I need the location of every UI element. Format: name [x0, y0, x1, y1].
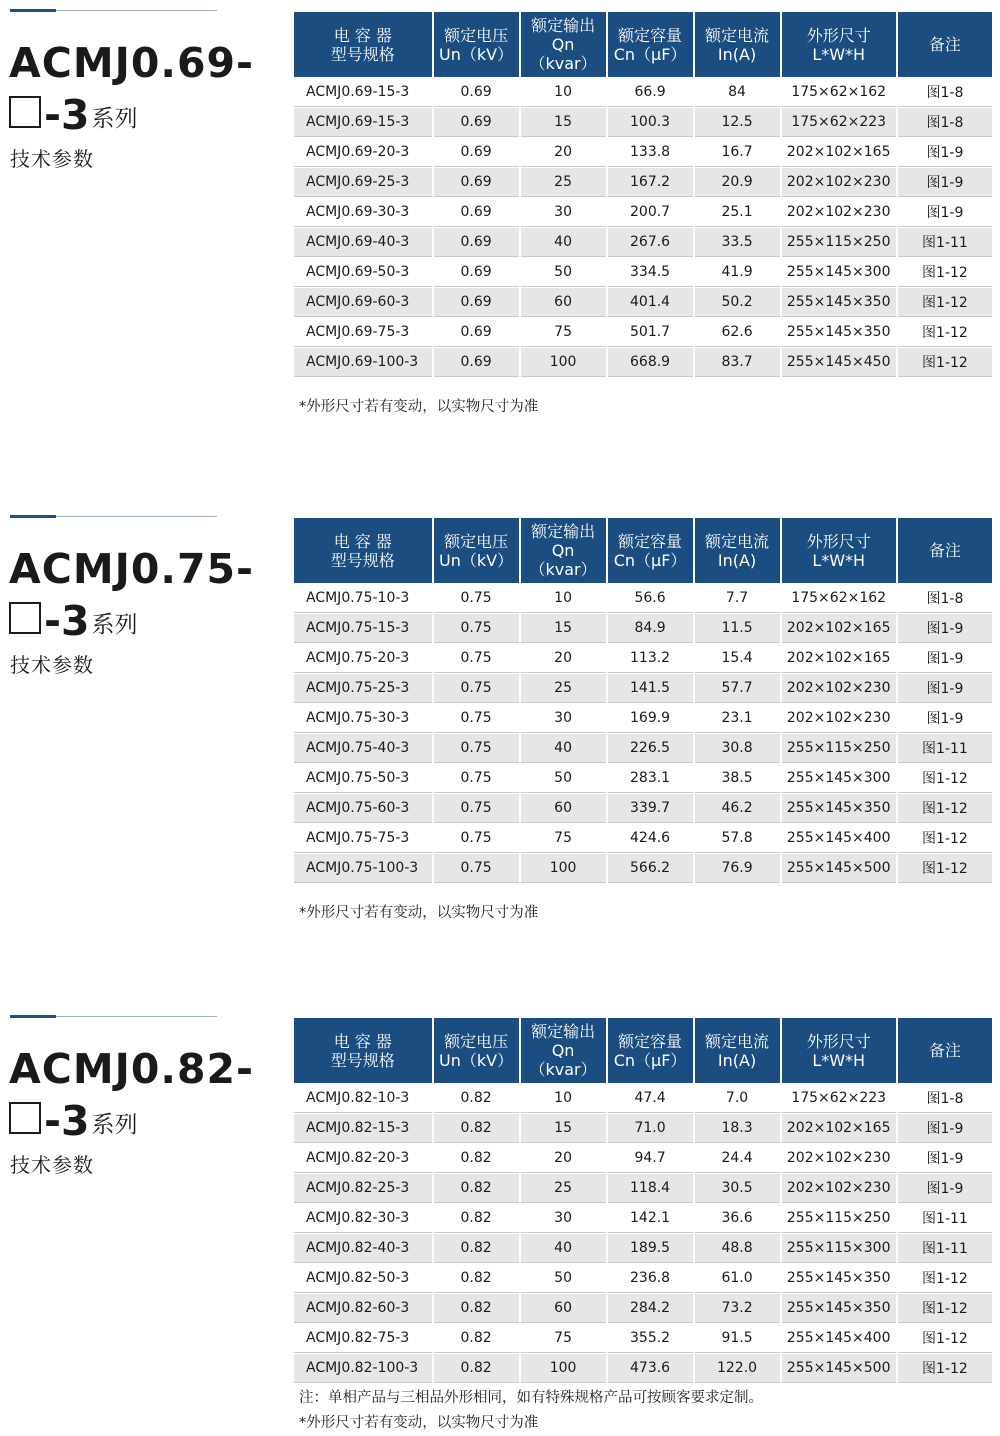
- table-cell: 83.7: [695, 348, 780, 377]
- table-cell: 30.5: [695, 1174, 780, 1203]
- table-cell: 0.82: [434, 1204, 519, 1233]
- series-suffix: -3: [44, 597, 90, 645]
- table-cell: 175×62×162: [782, 78, 896, 107]
- table-cell: 202×102×230: [782, 1144, 896, 1173]
- table-cell: 334.5: [608, 258, 693, 287]
- table-cell: ACMJ0.75-20-3: [294, 644, 432, 673]
- table-cell: ACMJ0.82-30-3: [294, 1204, 432, 1233]
- table-cell: 0.69: [434, 348, 519, 377]
- table-cell: 图1-9: [898, 1174, 992, 1203]
- table-cell: 202×102×230: [782, 674, 896, 703]
- table-cell: ACMJ0.69-100-3: [294, 348, 432, 377]
- table-cell: 113.2: [608, 644, 693, 673]
- table-cell: 57.8: [695, 824, 780, 853]
- table-cell: 60: [521, 1294, 606, 1323]
- table-cell: 36.6: [695, 1204, 780, 1233]
- table-cell: 141.5: [608, 674, 693, 703]
- spec-table: [292, 11, 994, 378]
- table-cell: 0.75: [434, 674, 519, 703]
- table-cell: 48.8: [695, 1234, 780, 1263]
- series-title-line2: [9, 1098, 138, 1144]
- table-cell: 255×145×350: [782, 794, 896, 823]
- table-cell: 图1-9: [898, 614, 992, 643]
- table-cell: 202×102×230: [782, 1174, 896, 1203]
- table-cell: 0.69: [434, 168, 519, 197]
- table-cell: 10: [521, 78, 606, 107]
- table-cell: 7.0: [695, 1084, 780, 1113]
- table-cell: ACMJ0.75-25-3: [294, 674, 432, 703]
- table-cell: 24.4: [695, 1144, 780, 1173]
- table-row: [294, 764, 992, 793]
- table-cell: ACMJ0.69-60-3: [294, 288, 432, 317]
- table-cell: 566.2: [608, 854, 693, 883]
- series-title: ACMJ0.82-: [9, 1045, 255, 1093]
- series-label: 系列: [91, 611, 138, 638]
- table-row: [294, 824, 992, 853]
- table-row: [294, 258, 992, 287]
- table-cell: 94.7: [608, 1144, 693, 1173]
- table-cell: 0.69: [434, 138, 519, 167]
- table-cell: 100.3: [608, 108, 693, 137]
- column-header: 电 容 器 型号规格: [294, 1018, 432, 1083]
- table-cell: 133.8: [608, 138, 693, 167]
- table-cell: 200.7: [608, 198, 693, 227]
- table-cell: 255×145×400: [782, 1324, 896, 1353]
- table-cell: 0.75: [434, 764, 519, 793]
- table-cell: 图1-12: [898, 1294, 992, 1323]
- table-cell: 283.1: [608, 764, 693, 793]
- table-row: [294, 228, 992, 257]
- table-cell: 50: [521, 1264, 606, 1293]
- table-cell: 0.69: [434, 318, 519, 347]
- table-cell: 167.2: [608, 168, 693, 197]
- series-suffix: -3: [44, 1097, 90, 1145]
- table-cell: 255×115×300: [782, 1234, 896, 1263]
- table-cell: 71.0: [608, 1114, 693, 1143]
- section-subtitle: 技术参数: [10, 147, 94, 171]
- table-cell: ACMJ0.75-40-3: [294, 734, 432, 763]
- table-cell: 25: [521, 168, 606, 197]
- table-row: [294, 168, 992, 197]
- table-cell: 0.75: [434, 644, 519, 673]
- table-cell: 57.7: [695, 674, 780, 703]
- table-cell: 66.9: [608, 78, 693, 107]
- table-cell: 0.69: [434, 258, 519, 287]
- table-cell: 30: [521, 198, 606, 227]
- table-cell: 图1-12: [898, 318, 992, 347]
- placeholder-box-icon: [9, 96, 41, 128]
- table-cell: ACMJ0.69-15-3: [294, 78, 432, 107]
- table-cell: 0.75: [434, 584, 519, 613]
- table-cell: 60: [521, 794, 606, 823]
- table-cell: 668.9: [608, 348, 693, 377]
- table-cell: 15: [521, 108, 606, 137]
- table-cell: 10: [521, 1084, 606, 1113]
- table-cell: 图1-9: [898, 1144, 992, 1173]
- series-label: 系列: [91, 105, 138, 132]
- table-row: [294, 614, 992, 643]
- table-cell: 0.69: [434, 108, 519, 137]
- table-row: [294, 794, 992, 823]
- table-cell: 91.5: [695, 1324, 780, 1353]
- series-label: 系列: [91, 1111, 138, 1138]
- table-cell: 图1-9: [898, 198, 992, 227]
- table-cell: 202×102×165: [782, 644, 896, 673]
- table-cell: 0.82: [434, 1174, 519, 1203]
- table-row: [294, 198, 992, 227]
- table-row: [294, 1114, 992, 1143]
- table-cell: ACMJ0.69-25-3: [294, 168, 432, 197]
- table-cell: 100: [521, 1354, 606, 1383]
- table-row: [294, 288, 992, 317]
- table-cell: 图1-9: [898, 704, 992, 733]
- table-cell: 0.69: [434, 78, 519, 107]
- column-header: 备注: [898, 12, 992, 77]
- table-cell: 图1-12: [898, 258, 992, 287]
- placeholder-box-icon: [9, 602, 41, 634]
- table-cell: 0.82: [434, 1234, 519, 1263]
- table-cell: ACMJ0.75-60-3: [294, 794, 432, 823]
- table-cell: 图1-12: [898, 1264, 992, 1293]
- table-cell: 20: [521, 1144, 606, 1173]
- placeholder-box-icon: [9, 1102, 41, 1134]
- table-cell: 0.82: [434, 1294, 519, 1323]
- table-cell: 255×145×350: [782, 1264, 896, 1293]
- column-header: 外形尺寸 L*W*H: [782, 518, 896, 583]
- table-cell: 0.75: [434, 614, 519, 643]
- table-cell: 25: [521, 674, 606, 703]
- table-cell: 47.4: [608, 1084, 693, 1113]
- column-header: 额定容量 Cn（μF）: [608, 12, 693, 77]
- series-title-line2: [9, 92, 138, 138]
- table-cell: 46.2: [695, 794, 780, 823]
- table-cell: 图1-9: [898, 674, 992, 703]
- table-cell: ACMJ0.82-10-3: [294, 1084, 432, 1113]
- table-cell: 图1-9: [898, 138, 992, 167]
- column-header: 额定容量 Cn（μF）: [608, 518, 693, 583]
- table-cell: 图1-12: [898, 854, 992, 883]
- footnote: *外形尺寸若有变动，以实物尺寸为准: [299, 905, 539, 921]
- footnote-custom: 注：单相产品与三相品外形相同，如有特殊规格产品可按顾客要求定制。: [299, 1390, 763, 1406]
- table-cell: 0.69: [434, 198, 519, 227]
- table-row: [294, 1174, 992, 1203]
- table-cell: 255×115×250: [782, 228, 896, 257]
- table-cell: 30: [521, 1204, 606, 1233]
- table-cell: 23.1: [695, 704, 780, 733]
- table-cell: 15: [521, 614, 606, 643]
- table-cell: 0.82: [434, 1264, 519, 1293]
- table-cell: 202×102×165: [782, 138, 896, 167]
- table-cell: 图1-8: [898, 1084, 992, 1113]
- table-cell: ACMJ0.69-30-3: [294, 198, 432, 227]
- table-cell: 0.82: [434, 1114, 519, 1143]
- table-cell: 100: [521, 854, 606, 883]
- table-cell: 图1-9: [898, 168, 992, 197]
- column-header: 额定电压 Un（kV）: [434, 12, 519, 77]
- table-row: [294, 1294, 992, 1323]
- table-cell: 62.6: [695, 318, 780, 347]
- table-cell: 图1-12: [898, 348, 992, 377]
- table-cell: 30: [521, 704, 606, 733]
- table-cell: ACMJ0.82-50-3: [294, 1264, 432, 1293]
- table-cell: 图1-12: [898, 824, 992, 853]
- section-subtitle: 技术参数: [10, 1153, 94, 1177]
- series-title-line2: [9, 598, 138, 644]
- table-cell: 339.7: [608, 794, 693, 823]
- table-cell: 12.5: [695, 108, 780, 137]
- table-cell: 56.6: [608, 584, 693, 613]
- footnote: *外形尺寸若有变动，以实物尺寸为准: [299, 399, 539, 415]
- column-header: 电 容 器 型号规格: [294, 12, 432, 77]
- table-body: [294, 584, 992, 883]
- table-cell: ACMJ0.69-20-3: [294, 138, 432, 167]
- column-header: 备注: [898, 518, 992, 583]
- table-cell: ACMJ0.82-60-3: [294, 1294, 432, 1323]
- table-cell: ACMJ0.82-15-3: [294, 1114, 432, 1143]
- table-cell: ACMJ0.69-50-3: [294, 258, 432, 287]
- table-cell: 202×102×165: [782, 614, 896, 643]
- table-cell: 255×145×400: [782, 824, 896, 853]
- table-cell: ACMJ0.82-25-3: [294, 1174, 432, 1203]
- table-cell: 图1-8: [898, 108, 992, 137]
- table-cell: 图1-12: [898, 764, 992, 793]
- table-cell: 图1-11: [898, 228, 992, 257]
- table-cell: 473.6: [608, 1354, 693, 1383]
- table-cell: 84: [695, 78, 780, 107]
- table-cell: 图1-12: [898, 1354, 992, 1383]
- spec-table: [292, 1017, 994, 1384]
- spec-table: [292, 517, 994, 884]
- table-cell: 255×145×500: [782, 1354, 896, 1383]
- footnote: *外形尺寸若有变动，以实物尺寸为准: [299, 1415, 539, 1431]
- table-cell: ACMJ0.82-40-3: [294, 1234, 432, 1263]
- table-cell: 25: [521, 1174, 606, 1203]
- table-cell: 30.8: [695, 734, 780, 763]
- table-cell: 189.5: [608, 1234, 693, 1263]
- table-cell: 255×145×350: [782, 318, 896, 347]
- table-cell: 33.5: [695, 228, 780, 257]
- table-cell: 202×102×230: [782, 168, 896, 197]
- table-cell: 图1-11: [898, 1234, 992, 1263]
- table-cell: 255×145×350: [782, 1294, 896, 1323]
- table-cell: 175×62×162: [782, 584, 896, 613]
- table-cell: 226.5: [608, 734, 693, 763]
- table-cell: 75: [521, 824, 606, 853]
- table-cell: 100: [521, 348, 606, 377]
- table-cell: 0.82: [434, 1084, 519, 1113]
- table-cell: 424.6: [608, 824, 693, 853]
- column-header: 额定输出 Qn（kvar）: [521, 518, 606, 583]
- column-header: 额定输出 Qn（kvar）: [521, 1018, 606, 1083]
- table-cell: 40: [521, 1234, 606, 1263]
- table-cell: ACMJ0.75-15-3: [294, 614, 432, 643]
- table-cell: 图1-12: [898, 1324, 992, 1353]
- table-cell: 38.5: [695, 764, 780, 793]
- section-subtitle: 技术参数: [10, 653, 94, 677]
- table-cell: 122.0: [695, 1354, 780, 1383]
- table-cell: ACMJ0.75-100-3: [294, 854, 432, 883]
- table-cell: 60: [521, 288, 606, 317]
- table-cell: ACMJ0.82-100-3: [294, 1354, 432, 1383]
- section-divider-accent: [10, 515, 56, 518]
- section-divider-accent: [10, 9, 56, 12]
- series-suffix: -3: [44, 91, 90, 139]
- table-cell: 10: [521, 584, 606, 613]
- column-header: 额定输出 Qn（kvar）: [521, 12, 606, 77]
- table-cell: 50.2: [695, 288, 780, 317]
- table-cell: 0.75: [434, 794, 519, 823]
- table-cell: 图1-8: [898, 584, 992, 613]
- table-cell: 267.6: [608, 228, 693, 257]
- column-header: 额定容量 Cn（μF）: [608, 1018, 693, 1083]
- table-cell: 7.7: [695, 584, 780, 613]
- table-cell: 255×145×450: [782, 348, 896, 377]
- table-row: [294, 108, 992, 137]
- table-cell: ACMJ0.82-20-3: [294, 1144, 432, 1173]
- table-cell: 0.75: [434, 824, 519, 853]
- table-row: [294, 1324, 992, 1353]
- table-cell: 50: [521, 258, 606, 287]
- table-cell: 84.9: [608, 614, 693, 643]
- table-cell: 255×115×250: [782, 1204, 896, 1233]
- table-cell: 40: [521, 228, 606, 257]
- table-row: [294, 1264, 992, 1293]
- table-row: [294, 1144, 992, 1173]
- table-cell: 175×62×223: [782, 1084, 896, 1113]
- table-cell: 142.1: [608, 1204, 693, 1233]
- table-row: [294, 1354, 992, 1383]
- series-title: ACMJ0.69-: [9, 39, 255, 87]
- table-cell: 0.82: [434, 1144, 519, 1173]
- table-cell: 0.69: [434, 228, 519, 257]
- table-cell: 0.75: [434, 854, 519, 883]
- column-header: 额定电压 Un（kV）: [434, 518, 519, 583]
- table-cell: 0.69: [434, 288, 519, 317]
- series-title: ACMJ0.75-: [9, 545, 255, 593]
- table-cell: ACMJ0.69-15-3: [294, 108, 432, 137]
- table-cell: 255×145×300: [782, 764, 896, 793]
- table-cell: 20: [521, 644, 606, 673]
- table-row: [294, 1084, 992, 1113]
- table-cell: 118.4: [608, 1174, 693, 1203]
- table-row: [294, 78, 992, 107]
- table-cell: 11.5: [695, 614, 780, 643]
- table-cell: 255×145×500: [782, 854, 896, 883]
- table-cell: ACMJ0.75-10-3: [294, 584, 432, 613]
- table-cell: 73.2: [695, 1294, 780, 1323]
- table-cell: 16.7: [695, 138, 780, 167]
- column-header: 额定电流 In(A): [695, 12, 780, 77]
- table-header-row: [294, 1018, 992, 1083]
- column-header: 外形尺寸 L*W*H: [782, 1018, 896, 1083]
- column-header: 额定电流 In(A): [695, 1018, 780, 1083]
- table-row: [294, 734, 992, 763]
- table-cell: 图1-9: [898, 644, 992, 673]
- table-cell: 255×115×250: [782, 734, 896, 763]
- table-cell: ACMJ0.69-75-3: [294, 318, 432, 347]
- table-cell: 236.8: [608, 1264, 693, 1293]
- table-cell: 15.4: [695, 644, 780, 673]
- table-row: [294, 1204, 992, 1233]
- table-cell: 401.4: [608, 288, 693, 317]
- table-cell: 61.0: [695, 1264, 780, 1293]
- table-body: [294, 1084, 992, 1383]
- column-header: 电 容 器 型号规格: [294, 518, 432, 583]
- table-cell: 41.9: [695, 258, 780, 287]
- table-cell: 255×145×350: [782, 288, 896, 317]
- table-cell: ACMJ0.69-40-3: [294, 228, 432, 257]
- table-cell: 50: [521, 764, 606, 793]
- table-cell: 0.82: [434, 1354, 519, 1383]
- table-cell: 0.82: [434, 1324, 519, 1353]
- table-cell: 20: [521, 138, 606, 167]
- column-header: 外形尺寸 L*W*H: [782, 12, 896, 77]
- table-row: [294, 644, 992, 673]
- table-row: [294, 584, 992, 613]
- table-cell: 图1-12: [898, 288, 992, 317]
- table-header-row: [294, 518, 992, 583]
- table-header-row: [294, 12, 992, 77]
- table-cell: ACMJ0.75-50-3: [294, 764, 432, 793]
- column-header: 备注: [898, 1018, 992, 1083]
- table-cell: 75: [521, 1324, 606, 1353]
- table-cell: 255×145×300: [782, 258, 896, 287]
- table-cell: 40: [521, 734, 606, 763]
- table-cell: 图1-11: [898, 1204, 992, 1233]
- table-row: [294, 348, 992, 377]
- column-header: 额定电压 Un（kV）: [434, 1018, 519, 1083]
- table-cell: 76.9: [695, 854, 780, 883]
- table-cell: ACMJ0.75-30-3: [294, 704, 432, 733]
- table-cell: 图1-11: [898, 734, 992, 763]
- table-cell: 284.2: [608, 1294, 693, 1323]
- table-cell: 20.9: [695, 168, 780, 197]
- table-body: [294, 78, 992, 377]
- table-cell: 202×102×230: [782, 704, 896, 733]
- table-cell: 15: [521, 1114, 606, 1143]
- table-row: [294, 674, 992, 703]
- column-header: 额定电流 In(A): [695, 518, 780, 583]
- table-cell: 0.75: [434, 734, 519, 763]
- table-cell: ACMJ0.75-75-3: [294, 824, 432, 853]
- table-cell: 0.75: [434, 704, 519, 733]
- table-cell: 25.1: [695, 198, 780, 227]
- table-row: [294, 138, 992, 167]
- table-row: [294, 1234, 992, 1263]
- section-divider-accent: [10, 1015, 56, 1018]
- table-cell: ACMJ0.82-75-3: [294, 1324, 432, 1353]
- table-cell: 18.3: [695, 1114, 780, 1143]
- table-row: [294, 854, 992, 883]
- table-cell: 图1-8: [898, 78, 992, 107]
- table-cell: 355.2: [608, 1324, 693, 1353]
- table-cell: 图1-9: [898, 1114, 992, 1143]
- table-cell: 175×62×223: [782, 108, 896, 137]
- table-cell: 501.7: [608, 318, 693, 347]
- table-cell: 75: [521, 318, 606, 347]
- table-row: [294, 318, 992, 347]
- table-cell: 169.9: [608, 704, 693, 733]
- table-row: [294, 704, 992, 733]
- table-cell: 202×102×230: [782, 198, 896, 227]
- table-cell: 202×102×165: [782, 1114, 896, 1143]
- table-cell: 图1-12: [898, 794, 992, 823]
